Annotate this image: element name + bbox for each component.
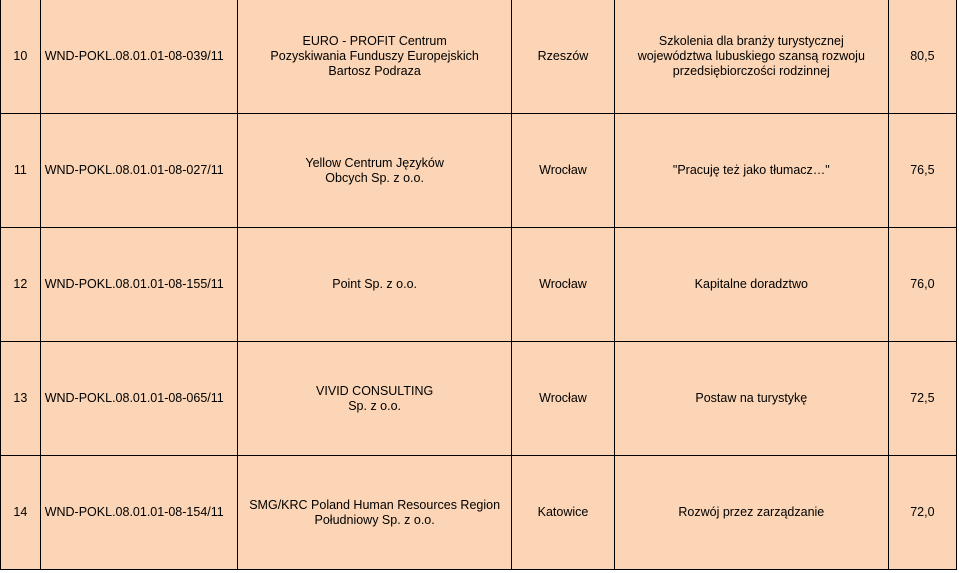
row-number: 11 (1, 114, 41, 228)
project-code: WND-POKL.08.01.01-08-155/11 (40, 228, 238, 342)
table-row (1, 456, 957, 570)
organization-cell (238, 342, 512, 456)
score: 76,0 (888, 228, 956, 342)
table-row (1, 342, 957, 456)
organization-line: Yellow Centrum Języków (305, 155, 444, 170)
organization-line: Południowy Sp. z o.o. (314, 512, 435, 527)
project-code: WND-POKL.08.01.01-08-154/11 (40, 456, 238, 570)
organization-line: EURO - PROFIT Centrum (302, 34, 447, 48)
table-row (1, 114, 957, 228)
row-number: 10 (1, 0, 41, 114)
project-title-cell (614, 0, 888, 114)
row-number: 12 (1, 228, 41, 342)
project-title-line: Kapitalne doradztwo (694, 277, 808, 291)
city: Wrocław (512, 342, 615, 456)
organization-line: SMG/KRC Poland Human Resources Region (249, 497, 501, 512)
project-title-line: Rozwój przez zarządzanie (678, 505, 825, 519)
score: 72,5 (888, 342, 956, 456)
project-code: WND-POKL.08.01.01-08-065/11 (40, 342, 238, 456)
project-title-cell (614, 228, 888, 342)
project-title-line: województwa lubuskiego szansą rozwoju (637, 49, 865, 63)
row-number: 14 (1, 456, 41, 570)
score: 76,5 (888, 114, 956, 228)
organization-cell (238, 228, 512, 342)
row-number: 13 (1, 342, 41, 456)
project-title-cell (614, 114, 888, 228)
organization-line: Point Sp. z o.o. (332, 277, 418, 291)
project-title-cell (614, 456, 888, 570)
city: Katowice (512, 456, 615, 570)
project-title-line: Szkolenia dla branży turystycznej (658, 34, 844, 48)
city: Rzeszów (512, 0, 615, 114)
score: 80,5 (888, 0, 956, 114)
city: Wrocław (512, 114, 615, 228)
project-title-line: "Pracuję też jako tłumacz…" (672, 163, 830, 177)
organization-cell (238, 456, 512, 570)
score: 72,0 (888, 456, 956, 570)
table-row (1, 228, 957, 342)
project-code: WND-POKL.08.01.01-08-039/11 (40, 0, 238, 114)
project-title-line: przedsiębiorczości rodzinnej (672, 64, 830, 78)
organization-cell (238, 114, 512, 228)
table-row (1, 0, 957, 114)
organization-line: Pozyskiwania Funduszy Europejskich (270, 49, 479, 63)
organization-line: Bartosz Podraza (328, 64, 421, 78)
project-title-line: Postaw na turystykę (695, 391, 808, 405)
organization-cell (238, 0, 512, 114)
project-code: WND-POKL.08.01.01-08-027/11 (40, 114, 238, 228)
project-title-cell (614, 342, 888, 456)
organization-line: Obcych Sp. z o.o. (325, 170, 424, 185)
organization-line: VIVID CONSULTING (316, 383, 434, 398)
organization-line: Sp. z o.o. (348, 398, 402, 413)
city: Wrocław (512, 228, 615, 342)
